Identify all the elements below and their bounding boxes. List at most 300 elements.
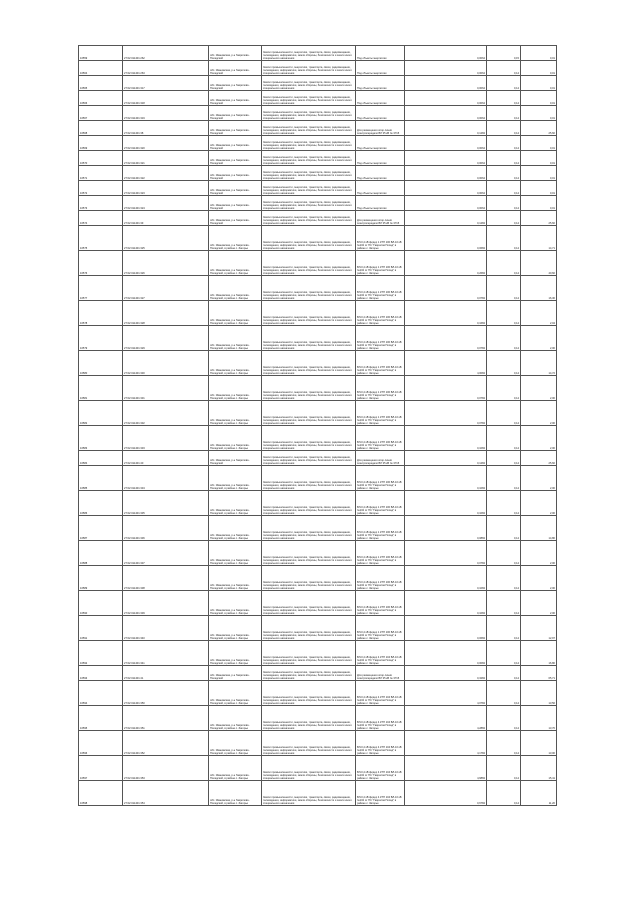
tax-amount: 40,60 xyxy=(521,251,557,276)
tax-amount: 65,71 xyxy=(521,666,557,681)
plot-area: 0,0884 xyxy=(405,516,487,541)
plot-address: обл. Ивановская, р-н Гаврилово-Посадский xyxy=(209,451,262,466)
land-category: Земли промышленности, энергетики, транспорта, связи, радиовещания, телевидения, информатики, земли обороны, безопасности и земли иного специального назначения xyxy=(262,211,356,226)
table-row xyxy=(79,516,557,541)
table-row xyxy=(79,566,557,591)
tax-amount: 0,01 xyxy=(521,196,557,211)
table-row xyxy=(79,426,557,451)
row-number: 16581 xyxy=(79,376,123,401)
plot-address: обл. Ивановская, р-н Гаврилово-Посадский, в районе с. Загорье xyxy=(209,426,262,451)
tax-amount: 12,97 xyxy=(521,616,557,641)
tax-rate: 0,14 xyxy=(487,76,521,91)
row-number: 16585 xyxy=(79,466,123,491)
plot-address: обл. Ивановская, р-н Гаврилово-Посадский, в районе с. Загорье xyxy=(209,326,262,351)
tax-amount: 2,00 xyxy=(521,591,557,616)
land-category: Земли промышленности, энергетики, транспорта, связи, радиовещания, телевидения, информатики, земли обороны, безопасности и земли иного специального назначения xyxy=(262,591,356,616)
table-row xyxy=(79,451,557,466)
land-category: Земли промышленности, энергетики, транспорта, связи, радиовещания, телевидения, информатики, земли обороны, безопасности и земли иного специального назначения xyxy=(262,516,356,541)
tax-amount: 11,20 xyxy=(521,781,557,806)
tax-rate: 0,14 xyxy=(487,756,521,781)
plot-area: 0,1084 xyxy=(405,491,487,516)
cadastral-number: 27:02:011401:38 xyxy=(123,121,209,136)
plot-area: 0,0064 xyxy=(405,61,487,76)
tax-rate: 0,14 xyxy=(487,781,521,806)
row-number: 16579 xyxy=(79,326,123,351)
land-category: Земли промышленности, энергетики, транспорта, связи, радиовещания, телевидения, информатики, земли обороны, безопасности и земли иного специального назначения xyxy=(262,61,356,76)
table-row xyxy=(79,166,557,181)
land-category: Земли промышленности, энергетики, транспорта, связи, радиовещания, телевидения, информатики, земли обороны, безопасности и земли иного специального назначения xyxy=(262,616,356,641)
plot-address: обл. Ивановская, р-н Гаврилово-Посадский xyxy=(209,151,262,166)
tax-rate: 0,14 xyxy=(487,301,521,326)
plot-address: обл. Ивановская, р-н Гаврилово-Посадский xyxy=(209,76,262,91)
tax-rate: 0,14 xyxy=(487,276,521,301)
row-number: 16565 xyxy=(79,76,123,91)
plot-area: 0,1284 xyxy=(405,211,487,226)
land-category: Земли промышленности, энергетики, транспорта, связи, радиовещания, телевидения, информатики, земли обороны, безопасности и земли иного специального назначения xyxy=(262,251,356,276)
plot-area: 0,1084 xyxy=(405,426,487,451)
cadastral-number: 27:02:011401:332 xyxy=(123,401,209,426)
plot-address: обл. Ивановская, р-н Гаврилово-Посадский, в районе с. Загорье xyxy=(209,466,262,491)
plot-area: 0,0064 xyxy=(405,181,487,196)
plot-address: обл. Ивановская, р-н Гаврилово-Посадский xyxy=(209,666,262,681)
table-row xyxy=(79,121,557,136)
row-number: 16567 xyxy=(79,106,123,121)
permitted-use: Под объекты энергетики xyxy=(356,151,405,166)
permitted-use: ВЛ-0,4 кВ фидер 4 КТП 104 ВЛ-10 кВ №102 от ПС "Гаврилов Посад" в районе с. Загорье xyxy=(356,781,405,806)
land-category: Земли промышленности, энергетики, транспорта, связи, радиовещания, телевидения, информатики, земли обороны, безопасности и земли иного специального назначения xyxy=(262,106,356,121)
tax-rate: 0,14 xyxy=(487,251,521,276)
land-category: Земли промышленности, энергетики, транспорта, связи, радиовещания, телевидения, информатики, земли обороны, безопасности и земли иного специального назначения xyxy=(262,566,356,591)
table-row xyxy=(79,466,557,491)
table-row xyxy=(79,211,557,226)
plot-address: обл. Ивановская, р-н Гаврилово-Посадский xyxy=(209,91,262,106)
permitted-use: Под объекты энергетики xyxy=(356,61,405,76)
plot-area: 0,0064 xyxy=(405,196,487,211)
table-row xyxy=(79,181,557,196)
tax-amount: 14,72 xyxy=(521,351,557,376)
tax-rate: 0,14 xyxy=(487,706,521,731)
permitted-use: ВЛ-0,4 кВ фидер 4 КТП 104 ВЛ-10 кВ №102 от ПС "Гаврилов Посад" в районе с. Загорье xyxy=(356,756,405,781)
table-row xyxy=(79,491,557,516)
plot-address: обл. Ивановская, р-н Гаврилово-Посадский, в районе с. Загорье xyxy=(209,566,262,591)
tax-rate: 0,14 xyxy=(487,681,521,706)
cadastral-number: 27:02:011401:334 xyxy=(123,466,209,491)
land-category: Земли промышленности, энергетики, транспорта, связи, радиовещания, телевидения, информатики, земли обороны, безопасности и земли иного специального назначения xyxy=(262,451,356,466)
tax-amount: 0,01 xyxy=(521,91,557,106)
table-row xyxy=(79,136,557,151)
plot-area: 0,1084 xyxy=(405,566,487,591)
land-category: Земли промышленности, энергетики, транспорта, связи, радиовещания, телевидения, информатики, земли обороны, безопасности и земли иного специального назначения xyxy=(262,466,356,491)
land-category: Земли промышленности, энергетики, транспорта, связи, радиовещания, телевидения, информатики, земли обороны, безопасности и земли иного специального назначения xyxy=(262,151,356,166)
tax-amount: 14,71 xyxy=(521,226,557,251)
tax-rate: 0,14 xyxy=(487,401,521,426)
row-number: 16594 xyxy=(79,681,123,706)
land-category: Земли промышленности, энергетики, транспорта, связи, радиовещания, телевидения, информатики, земли обороны, безопасности и земли иного специального назначения xyxy=(262,756,356,781)
tax-amount: 0,01 xyxy=(521,136,557,151)
cadastral-number: 27:02:011401:262 xyxy=(123,46,209,61)
row-number: 16575 xyxy=(79,226,123,251)
tax-amount: 2,04 xyxy=(521,301,557,326)
row-number: 16598 xyxy=(79,781,123,806)
land-category: Земли промышленности, энергетики, транспорта, связи, радиовещания, телевидения, информатики, земли обороны, безопасности и земли иного специального назначения xyxy=(262,351,356,376)
plot-address: обл. Ивановская, р-н Гаврилово-Посадский, в районе с. Загорье xyxy=(209,251,262,276)
permitted-use: ВЛ-0,4 кВ фидер 4 КТП 104 ВЛ-10 кВ №102 от ПС "Гаврилов Посад" в районе с. Загорье xyxy=(356,731,405,756)
land-category: Земли промышленности, энергетики, транспорта, связи, радиовещания, телевидения, информатики, земли обороны, безопасности и земли иного специального назначения xyxy=(262,401,356,426)
plot-address: обл. Ивановская, р-н Гаврилово-Посадский, в районе с. Загорье xyxy=(209,706,262,731)
tax-amount: 0,01 xyxy=(521,151,557,166)
tax-rate: 0,14 xyxy=(487,666,521,681)
row-number: 16584 xyxy=(79,451,123,466)
plot-area: 0,0684 xyxy=(405,616,487,641)
plot-address: обл. Ивановская, р-н Гаврилово-Посадский xyxy=(209,106,262,121)
cadastral-number: 27:02:011401:326 xyxy=(123,251,209,276)
land-category: Земли промышленности, энергетики, транспорта, связи, радиовещания, телевидения, информатики, земли обороны, безопасности и земли иного специального назначения xyxy=(262,491,356,516)
plot-address: обл. Ивановская, р-н Гаврилово-Посадский, в районе с. Загорье xyxy=(209,226,262,251)
tax-rate: 0,14 xyxy=(487,376,521,401)
tax-rate: 0,14 xyxy=(487,211,521,226)
plot-address: обл. Ивановская, р-н Гаврилово-Посадский, в районе с. Загорье xyxy=(209,351,262,376)
tax-rate: 0,14 xyxy=(487,121,521,136)
row-number: 16591 xyxy=(79,616,123,641)
row-number: 16588 xyxy=(79,541,123,566)
land-category: Земли промышленности, энергетики, транспорта, связи, радиовещания, телевидения, информатики, земли обороны, безопасности и земли иного специального назначения xyxy=(262,706,356,731)
table-row xyxy=(79,61,557,76)
tax-rate: 0,14 xyxy=(487,466,521,491)
table-row xyxy=(79,616,557,641)
table-row xyxy=(79,731,557,756)
land-category: Земли промышленности, энергетики, транспорта, связи, радиовещания, телевидения, информатики, земли обороны, безопасности и земли иного специального назначения xyxy=(262,681,356,706)
tax-amount: 2,00 xyxy=(521,326,557,351)
permitted-use: Для размещения опор линии электропередачи ВЛ 35 кВ № 3715 xyxy=(356,666,405,681)
row-number: 16596 xyxy=(79,731,123,756)
permitted-use: Для размещения опор линии электропередачи ВЛ 35 кВ № 3715 xyxy=(356,451,405,466)
cadastral-number: 27:02:011401:337 xyxy=(123,541,209,566)
cadastral-number: 27:02:011401:350 xyxy=(123,681,209,706)
permitted-use: ВЛ-0,4 кВ фидер 1 КТП 100 ВЛ-10 кВ №102 от ПС "Гаврилов Посад" в районе с. Загорье xyxy=(356,466,405,491)
row-number: 16572 xyxy=(79,181,123,196)
plot-area: 0,1684 xyxy=(405,301,487,326)
cadastral-number: 27:02:011401:329 xyxy=(123,326,209,351)
row-number: 16571 xyxy=(79,166,123,181)
plot-address: обл. Ивановская, р-н Гаврилово-Посадский, в районе с. Загорье xyxy=(209,616,262,641)
plot-area: 0,0064 xyxy=(405,136,487,151)
cadastral-number: 27:02:011401:320 xyxy=(123,136,209,151)
table-row xyxy=(79,46,557,61)
row-number: 16573 xyxy=(79,196,123,211)
cadastral-number: 27:02:011401:339 xyxy=(123,591,209,616)
plot-area: 0,0064 xyxy=(405,166,487,181)
permitted-use: ВЛ-0,4 кВ фидер 1 КТП 100 ВЛ-10 кВ №102 от ПС "Гаврилов Посад" в районе с. Загорье xyxy=(356,566,405,591)
land-category: Земли промышленности, энергетики, транспорта, связи, радиовещания, телевидения, информатики, земли обороны, безопасности и земли иного специального назначения xyxy=(262,666,356,681)
cadastral-number: 27:02:011401:39 xyxy=(123,211,209,226)
land-category: Земли промышленности, энергетики, транспорта, связи, радиовещания, телевидения, информатики, земли обороны, безопасности и земли иного специального назначения xyxy=(262,196,356,211)
permitted-use: ВЛ-0,4 кВ фидер 1 КТП 100 ВЛ-10 кВ №102 от ПС "Гаврилов Посад" в районе с. Загорье xyxy=(356,351,405,376)
permitted-use: Под объекты энергетики xyxy=(356,166,405,181)
tax-rate: 0,14 xyxy=(487,181,521,196)
plot-area: 0,0684 xyxy=(405,226,487,251)
plot-area: 0,1084 xyxy=(405,591,487,616)
tax-amount: 13,00 xyxy=(521,731,557,756)
plot-area: 0,6784 xyxy=(405,781,487,806)
row-number: 16577 xyxy=(79,276,123,301)
tax-rate: 0,14 xyxy=(487,151,521,166)
table-row xyxy=(79,541,557,566)
table-row xyxy=(79,106,557,121)
plot-area: 0,0784 xyxy=(405,401,487,426)
land-category: Земли промышленности, энергетики, транспорта, связи, радиовещания, телевидения, информатики, земли обороны, безопасности и земли иного специального назначения xyxy=(262,76,356,91)
cadastral-number: 27:02:011401:341 xyxy=(123,641,209,666)
permitted-use: ВЛ-0,4 кВ фидер 1 КТП 100 ВЛ-10 кВ №102 от ПС "Гаврилов Посад" в районе с. Загорье xyxy=(356,251,405,276)
table-row xyxy=(79,681,557,706)
plot-address: обл. Ивановская, р-н Гаврилово-Посадский, в районе с. Загорье xyxy=(209,756,262,781)
tax-amount: 2,00 xyxy=(521,541,557,566)
tax-rate: 0,14 xyxy=(487,616,521,641)
tax-amount: 0,01 xyxy=(521,76,557,91)
permitted-use: ВЛ-0,4 кВ фидер 1 КТП 100 ВЛ-10 кВ №102 от ПС "Гаврилов Посад" в районе с. Загорье xyxy=(356,226,405,251)
permitted-use: ВЛ-0,4 кВ фидер 1 КТП 100 ВЛ-10 кВ №102 от ПС "Гаврилов Посад" в районе с. Загорье xyxy=(356,426,405,451)
table-row xyxy=(79,91,557,106)
cadastral-number: 27:02:011401:40 xyxy=(123,451,209,466)
plot-address: обл. Ивановская, р-н Гаврилово-Посадский, в районе с. Загорье xyxy=(209,591,262,616)
plot-address: обл. Ивановская, р-н Гаврилово-Посадский xyxy=(209,211,262,226)
land-tax-table-page xyxy=(78,45,556,806)
plot-area: 4,1784 xyxy=(405,731,487,756)
permitted-use: ВЛ-0,4 кВ фидер 1 КТП 100 ВЛ-10 кВ №102 от ПС "Гаврилов Посад" в районе с. Загорье xyxy=(356,276,405,301)
plot-address: обл. Ивановская, р-н Гаврилово-Посадский, в районе с. Загорье xyxy=(209,516,262,541)
cadastral-number: 27:02:011401:317 xyxy=(123,76,209,91)
tax-rate: 0,14 xyxy=(487,451,521,466)
land-category: Земли промышленности, энергетики, транспорта, связи, радиовещания, телевидения, информатики, земли обороны, безопасности и земли иного специального назначения xyxy=(262,91,356,106)
tax-amount: 25,60 xyxy=(521,451,557,466)
table-row xyxy=(79,276,557,301)
tax-rate: 0,14 xyxy=(487,351,521,376)
plot-address: обл. Ивановская, р-н Гаврилово-Посадский, в районе с. Загорье xyxy=(209,541,262,566)
cadastral-number: 27:02:011401:333 xyxy=(123,426,209,451)
cadastral-number: 27:02:011401:353 xyxy=(123,756,209,781)
permitted-use: ВЛ-0,4 кВ фидер 1 КТП 100 ВЛ-10 кВ №102 от ПС "Гаврилов Посад" в районе с. Загорье xyxy=(356,591,405,616)
plot-area: 0,0784 xyxy=(405,376,487,401)
plot-address: обл. Ивановская, р-н Гаврилово-Посадский, в районе с. Загорье xyxy=(209,301,262,326)
tax-amount: 0,01 xyxy=(521,106,557,121)
cadastral-number: 27:02:011401:41 xyxy=(123,666,209,681)
plot-area: 4,2884 xyxy=(405,706,487,731)
row-number: 16568 xyxy=(79,121,123,136)
cadastral-number: 27:02:011401:318 xyxy=(123,91,209,106)
tax-amount: 2,00 xyxy=(521,426,557,451)
row-number: 16570 xyxy=(79,151,123,166)
plot-address: обл. Ивановская, р-н Гаврилово-Посадский, в районе с. Загорье xyxy=(209,401,262,426)
permitted-use: ВЛ-0,4 кВ фидер 1 КТП 100 ВЛ-10 кВ №102 от ПС "Гаврилов Посад" в районе с. Загорье xyxy=(356,516,405,541)
land-category: Земли промышленности, энергетики, транспорта, связи, радиовещания, телевидения, информатики, земли обороны, безопасности и земли иного специального назначения xyxy=(262,121,356,136)
row-number: 16569 xyxy=(79,136,123,151)
row-number: 16595 xyxy=(79,706,123,731)
permitted-use: Для размещения опор линии электропередачи ВЛ 35 кВ № 3715 xyxy=(356,121,405,136)
row-number: 16582 xyxy=(79,401,123,426)
row-number: 16580 xyxy=(79,351,123,376)
tax-rate: 0,14 xyxy=(487,136,521,151)
permitted-use: ВЛ-0,4 кВ фидер 4 КТП 104 ВЛ-10 кВ №102 от ПС "Гаврилов Посад" в районе с. Загорье xyxy=(356,641,405,666)
permitted-use: Под объекты энергетики xyxy=(356,91,405,106)
cadastral-number: 27:02:011401:330 xyxy=(123,351,209,376)
permitted-use: ВЛ-0,4 кВ фидер 1 КТП 100 ВЛ-10 кВ №102 от ПС "Гаврилов Посад" в районе с. Загорье xyxy=(356,401,405,426)
plot-area: 0,0784 xyxy=(405,326,487,351)
table-row xyxy=(79,401,557,426)
tax-amount: 15,41 xyxy=(521,756,557,781)
land-plots-table xyxy=(78,45,557,806)
plot-area: 0,3284 xyxy=(405,666,487,681)
tax-amount: 25,60 xyxy=(521,121,557,136)
tax-rate: 0,14 xyxy=(487,106,521,121)
row-number: 16559 xyxy=(79,46,123,61)
cadastral-number: 27:02:011401:340 xyxy=(123,616,209,641)
tax-rate: 0,14 xyxy=(487,541,521,566)
plot-area: 0,0064 xyxy=(405,91,487,106)
tax-amount: 25,60 xyxy=(521,211,557,226)
plot-address: обл. Ивановская, р-н Гаврилово-Посадский xyxy=(209,61,262,76)
plot-area: 0,1084 xyxy=(405,466,487,491)
row-number: 16597 xyxy=(79,756,123,781)
cadastral-number: 27:02:011401:322 xyxy=(123,166,209,181)
permitted-use: ВЛ-0,4 кВ фидер 1 КТП 100 ВЛ-10 кВ №102 от ПС "Гаврилов Посад" в районе с. Загорье xyxy=(356,326,405,351)
plot-address: обл. Ивановская, р-н Гаврилово-Посадский, в районе с. Загорье xyxy=(209,781,262,806)
tax-amount: 0,01 xyxy=(521,181,557,196)
plot-area: 4,6884 xyxy=(405,756,487,781)
table-row xyxy=(79,196,557,211)
table-row xyxy=(79,76,557,91)
tax-rate: 0,14 xyxy=(487,491,521,516)
permitted-use: ВЛ-0,4 кВ фидер 1 КТП 100 ВЛ-10 кВ №102 от ПС "Гаврилов Посад" в районе с. Загорье xyxy=(356,301,405,326)
plot-address: обл. Ивановская, р-н Гаврилово-Посадский xyxy=(209,46,262,61)
plot-area: 0,1284 xyxy=(405,121,487,136)
land-category: Земли промышленности, энергетики, транспорта, связи, радиовещания, телевидения, информатики, земли обороны, безопасности и земли иного специального назначения xyxy=(262,731,356,756)
plot-area: 0,0064 xyxy=(405,46,487,61)
permitted-use: ВЛ-0,4 кВ фидер 1 КТП 100 ВЛ-10 кВ №102 от ПС "Гаврилов Посад" в районе с. Загорье xyxy=(356,616,405,641)
table-row xyxy=(79,591,557,616)
plot-area: 0,0064 xyxy=(405,106,487,121)
plot-area: 4,0084 xyxy=(405,351,487,376)
plot-address: обл. Ивановская, р-н Гаврилово-Посадский, в районе с. Загорье xyxy=(209,276,262,301)
tax-amount: 2,00 xyxy=(521,401,557,426)
permitted-use: ВЛ-0,4 кВ фидер 1 КТП 100 ВЛ-10 кВ №102 от ПС "Гаврилов Посад" в районе с. Загорье xyxy=(356,491,405,516)
table-row xyxy=(79,666,557,681)
table-row xyxy=(79,351,557,376)
tax-rate: 0,14 xyxy=(487,516,521,541)
tax-rate: 0,14 xyxy=(487,166,521,181)
tax-rate: 0,14 xyxy=(487,591,521,616)
plot-address: обл. Ивановская, р-н Гаврилово-Посадский xyxy=(209,121,262,136)
tax-rate: 0,14 xyxy=(487,91,521,106)
cadastral-number: 27:02:011401:319 xyxy=(123,106,209,121)
plot-area: 0,0784 xyxy=(405,276,487,301)
plot-area: 0,2684 xyxy=(405,251,487,276)
land-category: Земли промышленности, энергетики, транспорта, связи, радиовещания, телевидения, информатики, земли обороны, безопасности и земли иного специального назначения xyxy=(262,541,356,566)
permitted-use: Под объекты энергетики xyxy=(356,76,405,91)
land-category: Земли промышленности, энергетики, транспорта, связи, радиовещания, телевидения, информатики, земли обороны, безопасности и земли иного специального назначения xyxy=(262,426,356,451)
land-category: Земли промышленности, энергетики, транспорта, связи, радиовещания, телевидения, информатики, земли обороны, безопасности и земли иного специального назначения xyxy=(262,46,356,61)
row-number: 16566 xyxy=(79,91,123,106)
tax-amount: 2,00 xyxy=(521,566,557,591)
cadastral-number: 27:02:011401:338 xyxy=(123,566,209,591)
land-category: Земли промышленности, энергетики, транспорта, связи, радиовещания, телевидения, информатики, земли обороны, безопасности и земли иного специального назначения xyxy=(262,226,356,251)
cadastral-number: 27:02:011401:321 xyxy=(123,151,209,166)
plot-area: 0,0084 xyxy=(405,641,487,666)
cadastral-number: 27:02:011401:263 xyxy=(123,61,209,76)
plot-area: 0,1284 xyxy=(405,451,487,466)
tax-amount: 13,70 xyxy=(521,706,557,731)
tax-amount: 0,01 xyxy=(521,61,557,76)
permitted-use: ВЛ-0,4 кВ фидер 1 КТП 100 ВЛ-10 кВ №102 от ПС "Гаврилов Посад" в районе с. Загорье xyxy=(356,541,405,566)
plot-address: обл. Ивановская, р-н Гаврилово-Посадский xyxy=(209,181,262,196)
cadastral-number: 27:02:011401:351 xyxy=(123,706,209,731)
table-row xyxy=(79,376,557,401)
plot-address: обл. Ивановская, р-н Гаврилово-Посадский, в районе с. Загорье xyxy=(209,731,262,756)
table-row xyxy=(79,641,557,666)
tax-rate: 0,14 xyxy=(487,731,521,756)
plot-address: обл. Ивановская, р-н Гаврилово-Посадский, в районе с. Загорье xyxy=(209,641,262,666)
tax-rate: 0,14 xyxy=(487,566,521,591)
tax-rate: 0,14 xyxy=(487,196,521,211)
permitted-use: Под объекты энергетики xyxy=(356,196,405,211)
plot-area: 0,0784 xyxy=(405,541,487,566)
permitted-use: Под объекты энергетики xyxy=(356,46,405,61)
row-number: 16576 xyxy=(79,251,123,276)
plot-address: обл. Ивановская, р-н Гаврилово-Посадский xyxy=(209,196,262,211)
plot-address: обл. Ивановская, р-н Гаврилово-Посадский, в районе с. Загорье xyxy=(209,376,262,401)
cadastral-number: 27:02:011401:327 xyxy=(123,276,209,301)
permitted-use: Для размещения опор линии электропередачи ВЛ 35 кВ № 3715 xyxy=(356,211,405,226)
table-row xyxy=(79,756,557,781)
permitted-use: Под объекты энергетики xyxy=(356,106,405,121)
cadastral-number: 27:02:011401:354 xyxy=(123,781,209,806)
permitted-use: ВЛ-0,4 кВ фидер 1 КТП 100 ВЛ-10 кВ №102 от ПС "Гаврилов Посад" в районе с. Загорье xyxy=(356,376,405,401)
tax-rate: 0,14 xyxy=(487,226,521,251)
permitted-use: Под объекты энергетики xyxy=(356,181,405,196)
table-row xyxy=(79,301,557,326)
tax-amount: 0,01 xyxy=(521,166,557,181)
row-number: 16578 xyxy=(79,301,123,326)
row-number: 16574 xyxy=(79,211,123,226)
tax-amount: 16,30 xyxy=(521,276,557,301)
land-category: Земли промышленности, энергетики, транспорта, связи, радиовещания, телевидения, информатики, земли обороны, безопасности и земли иного специального назначения xyxy=(262,326,356,351)
permitted-use: ВЛ-0,4 кВ фидер 4 КТП 104 ВЛ-10 кВ №102 от ПС "Гаврилов Посад" в районе с. Загорье xyxy=(356,706,405,731)
table-row xyxy=(79,326,557,351)
land-category: Земли промышленности, энергетики, транспорта, связи, радиовещания, телевидения, информатики, земли обороны, безопасности и земли иного специального назначения xyxy=(262,136,356,151)
permitted-use: Под объекты энергетики xyxy=(356,136,405,151)
table-row xyxy=(79,226,557,251)
tax-amount: 2,00 xyxy=(521,466,557,491)
row-number: 16593 xyxy=(79,666,123,681)
tax-rate: 0,14 xyxy=(487,61,521,76)
table-row xyxy=(79,151,557,166)
tax-amount: 13,56 xyxy=(521,681,557,706)
row-number: 16583 xyxy=(79,426,123,451)
cadastral-number: 27:02:011401:323 xyxy=(123,181,209,196)
row-number: 16589 xyxy=(79,566,123,591)
plot-address: обл. Ивановская, р-н Гаврилово-Посадский xyxy=(209,166,262,181)
land-category: Земли промышленности, энергетики, транспорта, связи, радиовещания, телевидения, информатики, земли обороны, безопасности и земли иного специального назначения xyxy=(262,376,356,401)
tax-rate: 0,14 xyxy=(487,326,521,351)
row-number: 16564 xyxy=(79,61,123,76)
plot-address: обл. Ивановская, р-н Гаврилово-Посадский xyxy=(209,136,262,151)
cadastral-number: 27:02:011401:335 xyxy=(123,491,209,516)
tax-amount: 2,00 xyxy=(521,376,557,401)
cadastral-number: 27:02:011401:324 xyxy=(123,196,209,211)
land-category: Земли промышленности, энергетики, транспорта, связи, радиовещания, телевидения, информатики, земли обороны, безопасности и земли иного специального назначения xyxy=(262,301,356,326)
tax-rate: 0,15 xyxy=(487,46,521,61)
tax-amount: 16,80 xyxy=(521,641,557,666)
table-row xyxy=(79,781,557,806)
cadastral-number: 27:02:011401:352 xyxy=(123,731,209,756)
